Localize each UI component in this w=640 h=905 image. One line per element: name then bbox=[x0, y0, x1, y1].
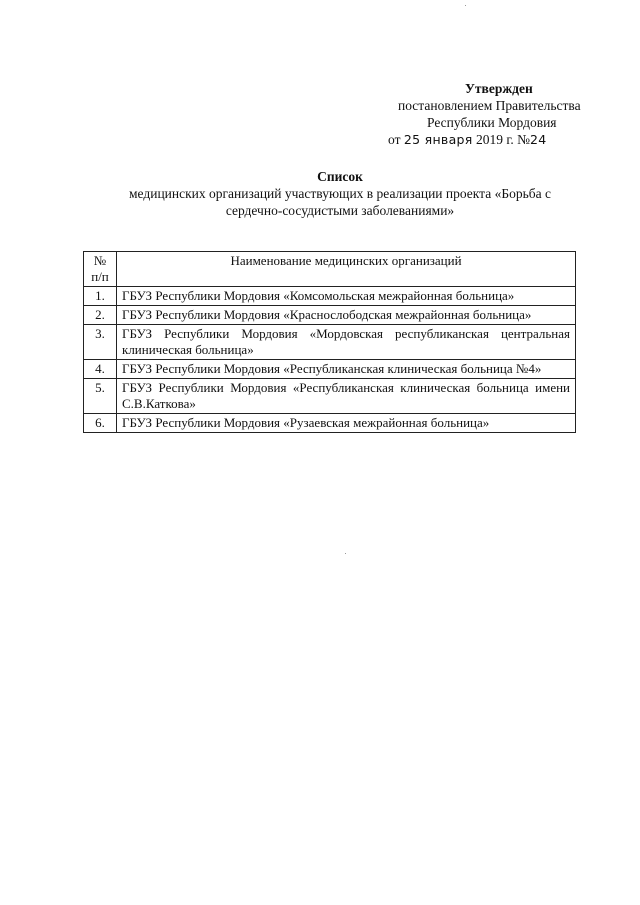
row-number: 3. bbox=[84, 325, 117, 360]
row-name: ГБУЗ Республики Мордовия «Рузаевская межрайонная больница» bbox=[117, 414, 576, 433]
approval-line-2: Республики Мордовия bbox=[427, 115, 557, 130]
header-number-symbol: № bbox=[93, 253, 107, 268]
table-header-row bbox=[84, 252, 576, 287]
approval-block bbox=[380, 80, 610, 148]
row-number: 6. bbox=[84, 414, 117, 433]
approval-date-handwritten: 25 января bbox=[403, 132, 473, 147]
table-row bbox=[84, 360, 576, 379]
header-number bbox=[84, 252, 117, 287]
row-number: 1. bbox=[84, 287, 117, 306]
document-title bbox=[60, 168, 620, 219]
row-number: 4. bbox=[84, 360, 117, 379]
row-name: ГБУЗ Республики Мордовия «Мордовская республиканская центральная клиническая больница» bbox=[117, 325, 576, 360]
title-subtitle-line-2: сердечно-сосудистыми заболеваниями» bbox=[225, 203, 455, 218]
table-row bbox=[84, 306, 576, 325]
row-number: 2. bbox=[84, 306, 117, 325]
organizations-table bbox=[83, 251, 576, 433]
approval-line-1: постановлением Правительства bbox=[398, 98, 581, 113]
row-name: ГБУЗ Республики Мордовия «Комсомольская межрайонная больница» bbox=[117, 287, 576, 306]
header-number-abbrev: п/п bbox=[91, 269, 109, 284]
row-name: ГБУЗ Республики Мордовия «Республиканская клиническая больница №4» bbox=[117, 360, 576, 379]
table-row bbox=[84, 414, 576, 433]
approval-date-suffix: 2019 г. № bbox=[476, 132, 531, 147]
table-row bbox=[84, 379, 576, 414]
title-heading: Список bbox=[317, 169, 363, 184]
row-name: ГБУЗ Республики Мордовия «Краснослободская межрайонная больница» bbox=[117, 306, 576, 325]
approval-number-handwritten: 24 bbox=[530, 132, 547, 147]
approval-date-prefix: от bbox=[388, 132, 401, 147]
title-subtitle-line-1: медицинских организаций участвующих в реализации проекта «Борьба с bbox=[129, 186, 551, 201]
table-row bbox=[84, 325, 576, 360]
row-name: ГБУЗ Республики Мордовия «Республиканская клиническая больница имени С.В.Каткова» bbox=[117, 379, 576, 414]
table-row bbox=[84, 287, 576, 306]
approval-heading: Утвержден bbox=[465, 81, 533, 96]
scan-speck bbox=[465, 5, 466, 6]
header-name: Наименование медицинских организаций bbox=[117, 252, 576, 287]
approval-date-line bbox=[380, 131, 610, 148]
row-number: 5. bbox=[84, 379, 117, 414]
scan-speck bbox=[345, 553, 346, 554]
